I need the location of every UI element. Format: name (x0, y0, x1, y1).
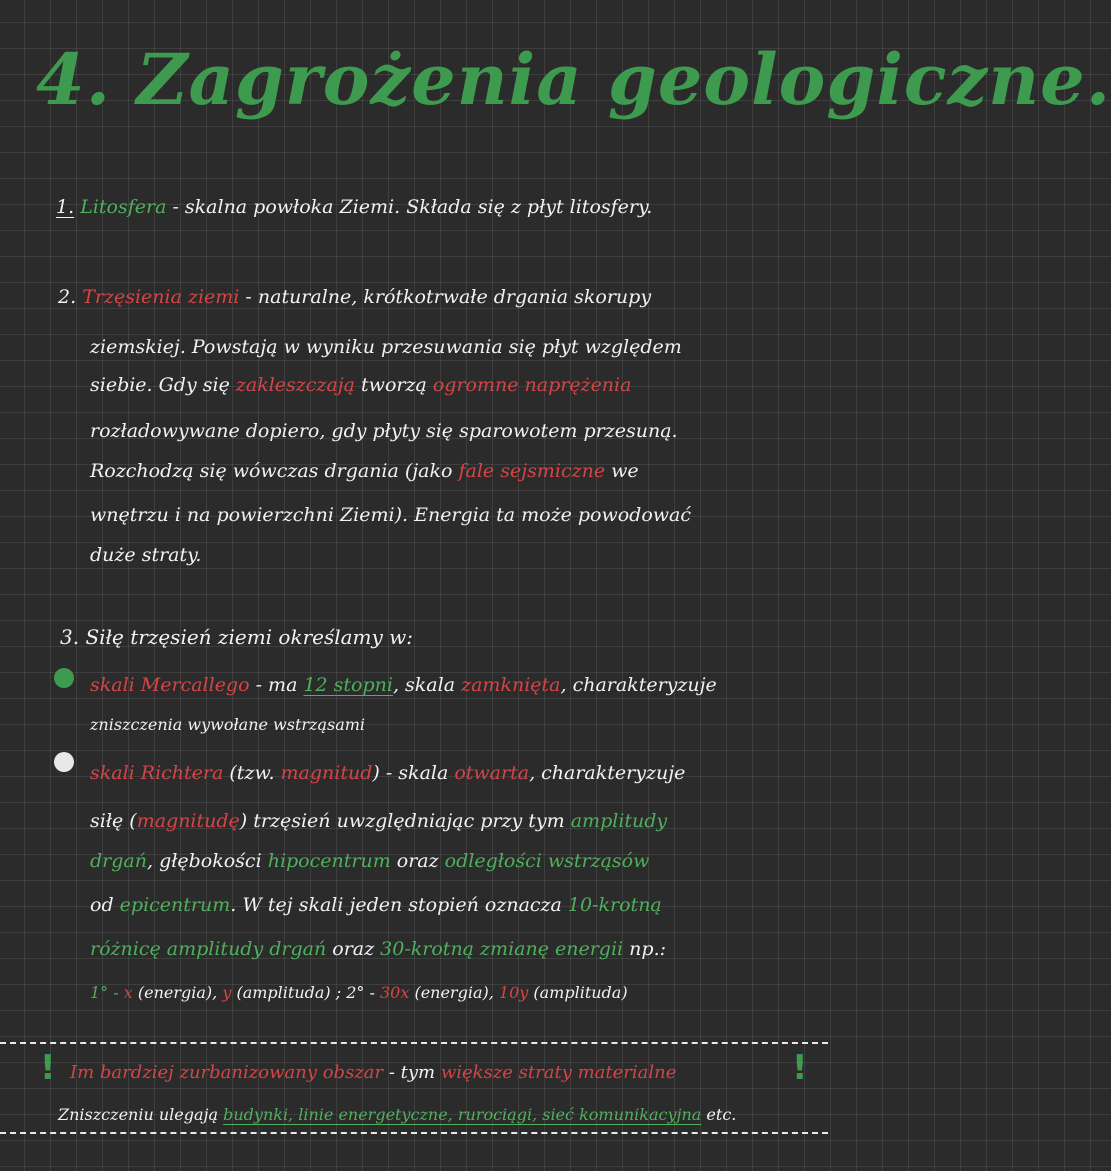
text: (energia), (132, 983, 223, 1002)
term-stress: ogromne naprężenia (432, 374, 632, 396)
text: tworzą (355, 374, 433, 396)
point-2-line-6: wnętrzu i na powierzchni Ziemi). Energia ta może powodować (90, 504, 692, 526)
text: . W tej skali jeden stopień oznacza (230, 894, 568, 916)
term-richter: skali Richtera (90, 762, 224, 784)
point-2-text: - naturalne, krótkotrwałe drgania skorupy (239, 286, 652, 308)
richter-line-2 (90, 808, 667, 834)
term-mercalli: skali Mercallego (90, 674, 250, 696)
exclamation-icon: ! (792, 1048, 808, 1088)
point-1-number: 1. (56, 196, 75, 218)
text: siebie. Gdy się (90, 374, 236, 396)
term-magnitude: magnitudę (136, 810, 240, 832)
term-earthquakes: Trzęsienia ziemi (82, 286, 240, 308)
text: (tzw. (223, 762, 281, 784)
text: we (605, 460, 639, 482)
text: (energia), (409, 983, 499, 1002)
text: 10y (498, 983, 529, 1002)
point-2-line-5 (90, 458, 639, 484)
term-amplitude: amplitudy (570, 810, 668, 832)
text: np.: (623, 938, 667, 960)
divider-bottom (0, 1132, 828, 1134)
summary-infrastructure: budynki, linie energetyczne, rurociągi, sieć komunikacyjna (223, 1105, 702, 1124)
richter-line-5 (90, 936, 666, 962)
summary-line-2 (58, 1102, 736, 1128)
point-2-line-7: duże straty. (90, 544, 202, 566)
bullet-dot-icon (54, 668, 74, 688)
summary-urbanized: Im bardziej zurbanizowany obszar (70, 1062, 384, 1083)
term-epicenter: epicentrum (119, 894, 231, 916)
richter-line-1 (90, 760, 685, 786)
term-litosfera: Litosfera (80, 196, 167, 218)
exclamation-icon: ! (40, 1048, 56, 1088)
term-open: otwarta (454, 762, 530, 784)
divider-top (0, 1042, 828, 1044)
text: Rozchodzą się wówczas drgania (jako (90, 460, 459, 482)
text: oraz (326, 938, 381, 960)
point-2-line-3 (90, 372, 631, 398)
richter-line-4 (90, 892, 662, 918)
text: ) - skala (372, 762, 455, 784)
text: siłę ( (90, 810, 137, 832)
text: x (123, 983, 133, 1002)
point-2-line-4: rozładowywane dopiero, gdy płyty się sparowotem przesuną. (90, 420, 678, 442)
text: (amplituda) ; 2° - (231, 983, 380, 1002)
text: , charakteryzuje (560, 674, 717, 696)
term-10-fold: 10-krotną (567, 894, 662, 916)
text: y (222, 983, 232, 1002)
text: 30x (379, 983, 410, 1002)
bullet-dot-icon (54, 752, 74, 772)
text: 1° - (90, 983, 124, 1002)
term-magnitude: magnitud (280, 762, 373, 784)
text: - ma (249, 674, 304, 696)
point-1-text: - skalna powłoka Ziemi. Składa się z płyt litosfery. (166, 196, 653, 218)
term-12-degrees: 12 stopni (303, 674, 393, 696)
point-2-number: 2. (58, 286, 77, 308)
term-jam: zakleszczają (235, 374, 355, 396)
richter-line-3 (90, 848, 649, 874)
term-energy-change: 30-krotną zmianę energii (380, 938, 624, 960)
text: etc. (701, 1105, 737, 1124)
mercalli-line-2: zniszczenia wywołane wstrząsami (90, 715, 366, 734)
mercalli-line-1 (90, 672, 717, 698)
text: - tym (383, 1062, 441, 1083)
text: oraz (390, 850, 445, 872)
text: (amplituda) (528, 983, 628, 1002)
text: , charakteryzuje (529, 762, 686, 784)
text: , skala (392, 674, 462, 696)
text: ) trzęsień uwzględniając przy tym (239, 810, 571, 832)
term-seismic-waves: fale sejsmiczne (458, 460, 606, 482)
text: , głębokości (146, 850, 268, 872)
term-hypocenter: hipocentrum (267, 850, 391, 872)
richter-line-6 (90, 980, 628, 1006)
term-amplitude-difference: różnicę amplitudy drgań (90, 938, 327, 960)
text: od (90, 894, 120, 916)
point-1 (56, 194, 652, 220)
page-title: 4. Zagrożenia geologiczne. (36, 38, 1111, 121)
text: Zniszczeniu ulegają (58, 1105, 224, 1124)
point-3-intro: 3. Siłę trzęsień ziemi określamy w: (60, 625, 414, 649)
term-vibrations: drgań (90, 850, 147, 872)
summary-line-1 (70, 1060, 676, 1086)
term-distance: odległości wstrząsów (444, 850, 650, 872)
point-2-line-2: ziemskiej. Powstają w wyniku przesuwania się płyt względem (90, 336, 682, 358)
term-closed: zamknięta (461, 674, 561, 696)
summary-losses: większe straty materialne (440, 1062, 677, 1083)
point-2-line-1 (58, 284, 651, 310)
